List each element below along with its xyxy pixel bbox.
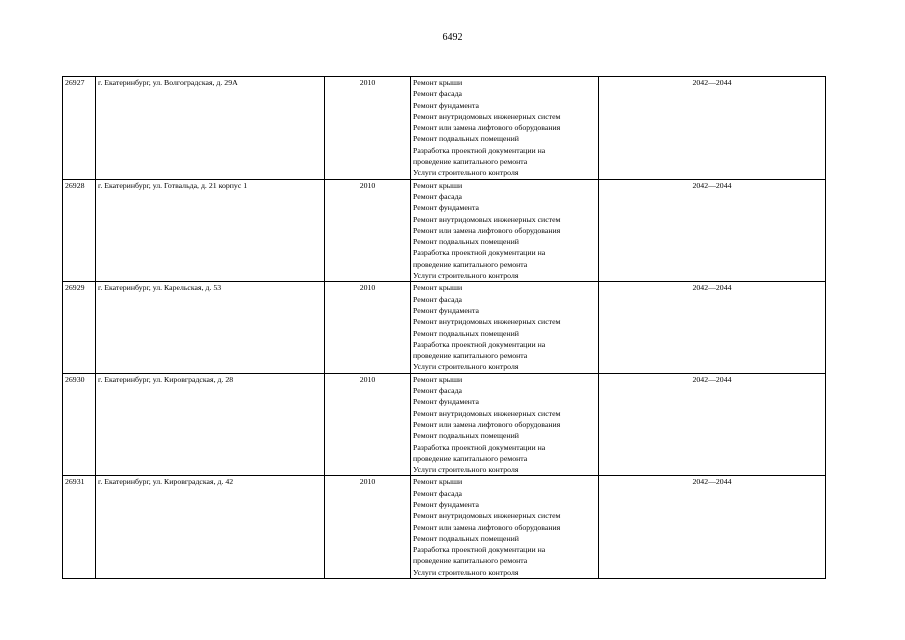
repair-schedule-table	[62, 76, 826, 579]
table-row	[63, 77, 826, 180]
year-cell: 2010	[325, 179, 411, 282]
table-row	[63, 373, 826, 476]
work-item: Услуги строительного контроля	[413, 567, 519, 577]
work-item: проведение капитального ремонта	[413, 351, 528, 361]
year-cell: 2010	[325, 282, 411, 373]
work-item: Ремонт подвальных помещений	[413, 134, 519, 144]
work-item: Разработка проектной документации на	[413, 145, 546, 155]
work-item: Ремонт крыши	[413, 180, 463, 190]
work-item: Разработка проектной документации на	[413, 442, 546, 452]
work-item: проведение капитального ремонта	[413, 453, 528, 463]
work-item: проведение капитального ремонта	[413, 259, 528, 269]
row-number-cell: 26930	[63, 373, 96, 476]
works-list-cell	[411, 77, 599, 180]
work-item: Ремонт крыши	[413, 283, 463, 293]
work-item: Разработка проектной документации на	[413, 545, 546, 555]
address-cell: г. Екатеринбург, ул. Карельская, д. 53	[96, 282, 325, 373]
row-number-cell: 26927	[63, 77, 96, 180]
period-cell: 2042—2044	[599, 77, 826, 180]
work-item: Ремонт фундамента	[413, 100, 479, 110]
works-list-cell	[411, 179, 599, 282]
work-item: Ремонт фасада	[413, 89, 463, 99]
work-item: Ремонт фасада	[413, 294, 463, 304]
table-row	[63, 179, 826, 282]
work-item: Ремонт или замена лифтового оборудования	[413, 419, 561, 429]
page-number: 6492	[442, 32, 463, 43]
work-item: Разработка проектной документации на	[413, 248, 546, 258]
work-item: Ремонт внутридомовых инженерных систем	[413, 317, 561, 327]
address-cell: г. Екатеринбург, ул. Кировградская, д. 42	[96, 476, 325, 579]
table-body	[63, 77, 826, 579]
works-list-cell	[411, 476, 599, 579]
work-item: Ремонт фундамента	[413, 203, 479, 213]
work-item: Ремонт или замена лифтового оборудования	[413, 225, 561, 235]
work-item: Ремонт крыши	[413, 374, 463, 384]
row-number-cell: 26929	[63, 282, 96, 373]
work-item: проведение капитального ремонта	[413, 556, 528, 566]
work-item: Ремонт фасада	[413, 191, 463, 201]
work-item: Ремонт фасада	[413, 488, 463, 498]
work-item: Ремонт фасада	[413, 386, 463, 396]
work-item: Услуги строительного контроля	[413, 465, 519, 475]
period-cell: 2042—2044	[599, 282, 826, 373]
address-cell: г. Екатеринбург, ул. Волгоградская, д. 29А	[96, 77, 325, 180]
work-item: Ремонт крыши	[413, 78, 463, 87]
work-item: Ремонт подвальных помещений	[413, 328, 519, 338]
work-item: Услуги строительного контроля	[413, 271, 519, 281]
work-item: Ремонт или замена лифтового оборудования	[413, 522, 561, 532]
address-cell: г. Екатеринбург, ул. Готвальда, д. 21 корпус 1	[96, 179, 325, 282]
work-item: Ремонт фундамента	[413, 499, 479, 509]
work-item: Услуги строительного контроля	[413, 362, 519, 372]
row-number-cell: 26928	[63, 179, 96, 282]
address-cell: г. Екатеринбург, ул. Кировградская, д. 28	[96, 373, 325, 476]
works-list-cell	[411, 373, 599, 476]
year-cell: 2010	[325, 373, 411, 476]
table-row	[63, 282, 826, 373]
work-item: Ремонт крыши	[413, 477, 463, 487]
period-cell: 2042—2044	[599, 179, 826, 282]
work-item: Ремонт подвальных помещений	[413, 237, 519, 247]
work-item: Ремонт внутридомовых инженерных систем	[413, 408, 561, 418]
period-cell: 2042—2044	[599, 476, 826, 579]
year-cell: 2010	[325, 77, 411, 180]
work-item: Ремонт внутридомовых инженерных систем	[413, 214, 561, 224]
row-number-cell: 26931	[63, 476, 96, 579]
work-item: Ремонт подвальных помещений	[413, 431, 519, 441]
work-item: Услуги строительного контроля	[413, 168, 519, 178]
work-item: Ремонт фундамента	[413, 397, 479, 407]
work-item: Ремонт подвальных помещений	[413, 533, 519, 543]
work-item: Разработка проектной документации на	[413, 339, 546, 349]
work-item: Ремонт или замена лифтового оборудования	[413, 123, 561, 133]
year-cell: 2010	[325, 476, 411, 579]
works-list-cell	[411, 282, 599, 373]
table-row	[63, 476, 826, 579]
work-item: Ремонт внутридомовых инженерных систем	[413, 511, 561, 521]
work-item: Ремонт внутридомовых инженерных систем	[413, 111, 561, 121]
period-cell: 2042—2044	[599, 373, 826, 476]
work-item: проведение капитального ремонта	[413, 157, 528, 167]
work-item: Ремонт фундамента	[413, 305, 479, 315]
